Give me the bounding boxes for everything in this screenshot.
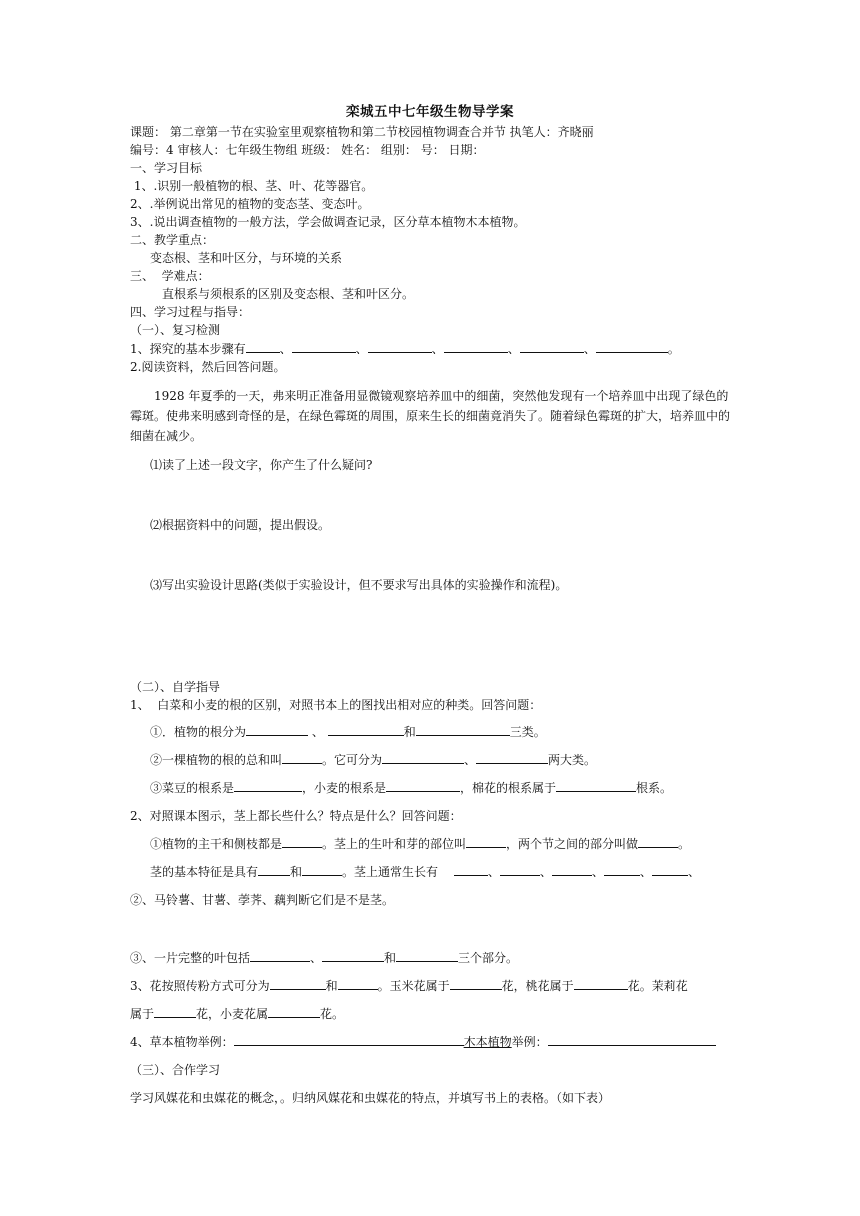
sub-question-3: ⑶写出实验设计思路(类似于实验设计，但不要求写出具体的实验操作和流程)。 bbox=[150, 578, 568, 592]
fill-stem-features: 茎的基本特征是具有 和 。茎上通常生长有 、 、 、 、 、 bbox=[130, 858, 730, 886]
coop-heading: （三）、合作学习 bbox=[130, 1063, 221, 1077]
blank-line[interactable] bbox=[338, 976, 378, 990]
self-study-question-1: 1、 白菜和小麦的根的区别，对照书本上的图找出相对应的种类。回答问题： bbox=[130, 698, 542, 712]
blank-line[interactable] bbox=[500, 862, 540, 876]
fill-stem-parts: ①植物的主干和侧枝都是 。茎上的生叶和芽的部位叫 ，两个节之间的部分叫做 。 bbox=[130, 830, 730, 858]
blank-line[interactable] bbox=[292, 339, 356, 353]
blank-line[interactable] bbox=[552, 862, 592, 876]
blank-line[interactable] bbox=[250, 948, 310, 962]
section-focus-heading: 二、教学重点： bbox=[130, 233, 215, 247]
worksheet-page bbox=[130, 100, 730, 1112]
blank-line[interactable] bbox=[638, 834, 678, 848]
question-text: 1、探究的基本步骤有 bbox=[130, 342, 246, 356]
blank-line[interactable] bbox=[154, 1004, 196, 1018]
meta-line: 编号：4 审核人：七年级生物组 班级： 姓名： 组别： 号： 日期： bbox=[130, 143, 485, 157]
review-heading: （一）、复习检测 bbox=[130, 323, 221, 337]
blank-line[interactable] bbox=[368, 339, 432, 353]
topic-line: 课题： 第二章第一节在实验室里观察植物和第二节校园植物调查合并节 执笔人：齐晓丽 bbox=[130, 125, 594, 139]
goal-item: 2、.举例说出常见的植物的变态茎、变态叶。 bbox=[130, 197, 370, 211]
section-difficulty-body: 直根系与须根系的区别及变态根、茎和叶区分。 bbox=[162, 287, 415, 301]
blank-line[interactable] bbox=[258, 862, 290, 876]
reading-passage: 1928 年夏季的一天，弗来明正准备用显微镜观察培养皿中的细菌，突然他发现有一个培养皿中出现了绿色的霉斑。使弗来明感到奇怪的是，在绿色霉斑的周围，原来生长的细菌竟消失了。随着绿色霉斑的扩大，培养皿中的细菌在减少。 bbox=[130, 389, 731, 443]
blank-line[interactable] bbox=[246, 339, 280, 353]
section-difficulty-heading: 三、 学难点： bbox=[130, 269, 210, 283]
blank-line[interactable] bbox=[396, 948, 458, 962]
goal-item: 3、.说出调查植物的一般方法，学会做调查记录，区分草本植物木本植物。 bbox=[130, 215, 526, 229]
blank-line[interactable] bbox=[302, 862, 342, 876]
self-study-heading: （二）、自学指导 bbox=[130, 680, 221, 694]
self-study-question-2: 2、对照课本图示，茎上都长些什么？特点是什么？回答问题： bbox=[130, 809, 462, 823]
fill-pollination: 3、花按照传粉方式可分为 和 。玉米花属于 花，桃花属于 花。茉莉花 bbox=[130, 972, 730, 1000]
blank-line[interactable] bbox=[450, 976, 502, 990]
blank-line[interactable] bbox=[246, 722, 308, 736]
section-focus-body: 变态根、茎和叶区分，与环境的关系 bbox=[150, 251, 343, 265]
sub-question-2: ⑵根据资料中的问题，提出假设。 bbox=[150, 518, 331, 532]
blank-line[interactable] bbox=[234, 1032, 464, 1046]
blank-line[interactable] bbox=[548, 1032, 716, 1046]
blank-line[interactable] bbox=[270, 976, 326, 990]
document-title: 栾城五中七年级生物导学案 bbox=[346, 104, 514, 120]
section-goals-heading: 一、学习目标 bbox=[130, 161, 203, 175]
review-question-1: 1、探究的基本步骤有 、 、 、 、 、 。 bbox=[130, 339, 730, 358]
blank-line[interactable] bbox=[520, 339, 584, 353]
blank-line[interactable] bbox=[556, 778, 636, 792]
blank-line[interactable] bbox=[596, 339, 668, 353]
blank-line[interactable] bbox=[454, 862, 488, 876]
blank-line[interactable] bbox=[574, 976, 628, 990]
sub-question-1: ⑴读了上述一段文字，你产生了什么疑问? bbox=[150, 458, 373, 472]
blank-line[interactable] bbox=[382, 750, 464, 764]
fill-stem-judge: ②、马铃薯、甘薯、荸荠、藕判断它们是不是茎。 bbox=[130, 893, 395, 907]
review-question-2: 2.阅读资料，然后回答问题。 bbox=[130, 360, 286, 374]
blank-line[interactable] bbox=[328, 722, 404, 736]
blank-line[interactable] bbox=[386, 778, 460, 792]
blank-line[interactable] bbox=[322, 948, 384, 962]
blank-line[interactable] bbox=[234, 778, 302, 792]
blank-line[interactable] bbox=[604, 862, 640, 876]
fill-plant-examples: 4、草本植物举例： 木本植物举例： bbox=[130, 1028, 730, 1056]
section-process-heading: 四、学习过程与指导： bbox=[130, 305, 251, 319]
blank-line[interactable] bbox=[652, 862, 688, 876]
blank-line[interactable] bbox=[466, 834, 506, 848]
coop-body: 学习风媒花和虫媒花的概念，。归纳风媒花和虫媒花的特点，并填写书上的表格。（如下表） bbox=[130, 1091, 611, 1105]
fill-root-examples: ③菜豆的根系是 ，小麦的根系是 ，棉花的根系属于 根系。 bbox=[130, 774, 730, 802]
blank-line[interactable] bbox=[444, 339, 508, 353]
fill-root-system: ②一棵植物的根的总和叫 。它可分为 、 两大类。 bbox=[130, 746, 730, 774]
fill-root-types: ①．植物的根分为 、 和 三类。 bbox=[130, 718, 730, 746]
fill-pollination-cont: 属于 花，小麦花属 花。 bbox=[130, 1000, 730, 1028]
blank-line[interactable] bbox=[268, 1004, 320, 1018]
blank-line[interactable] bbox=[282, 750, 322, 764]
blank-line[interactable] bbox=[476, 750, 548, 764]
goal-item: 1、.识别一般植物的根、茎、叶、花等器官。 bbox=[130, 179, 374, 193]
blank-line[interactable] bbox=[416, 722, 510, 736]
fill-leaf-parts: ③、一片完整的叶包括 、 和 三个部分。 bbox=[130, 944, 730, 972]
blank-line[interactable] bbox=[282, 834, 322, 848]
